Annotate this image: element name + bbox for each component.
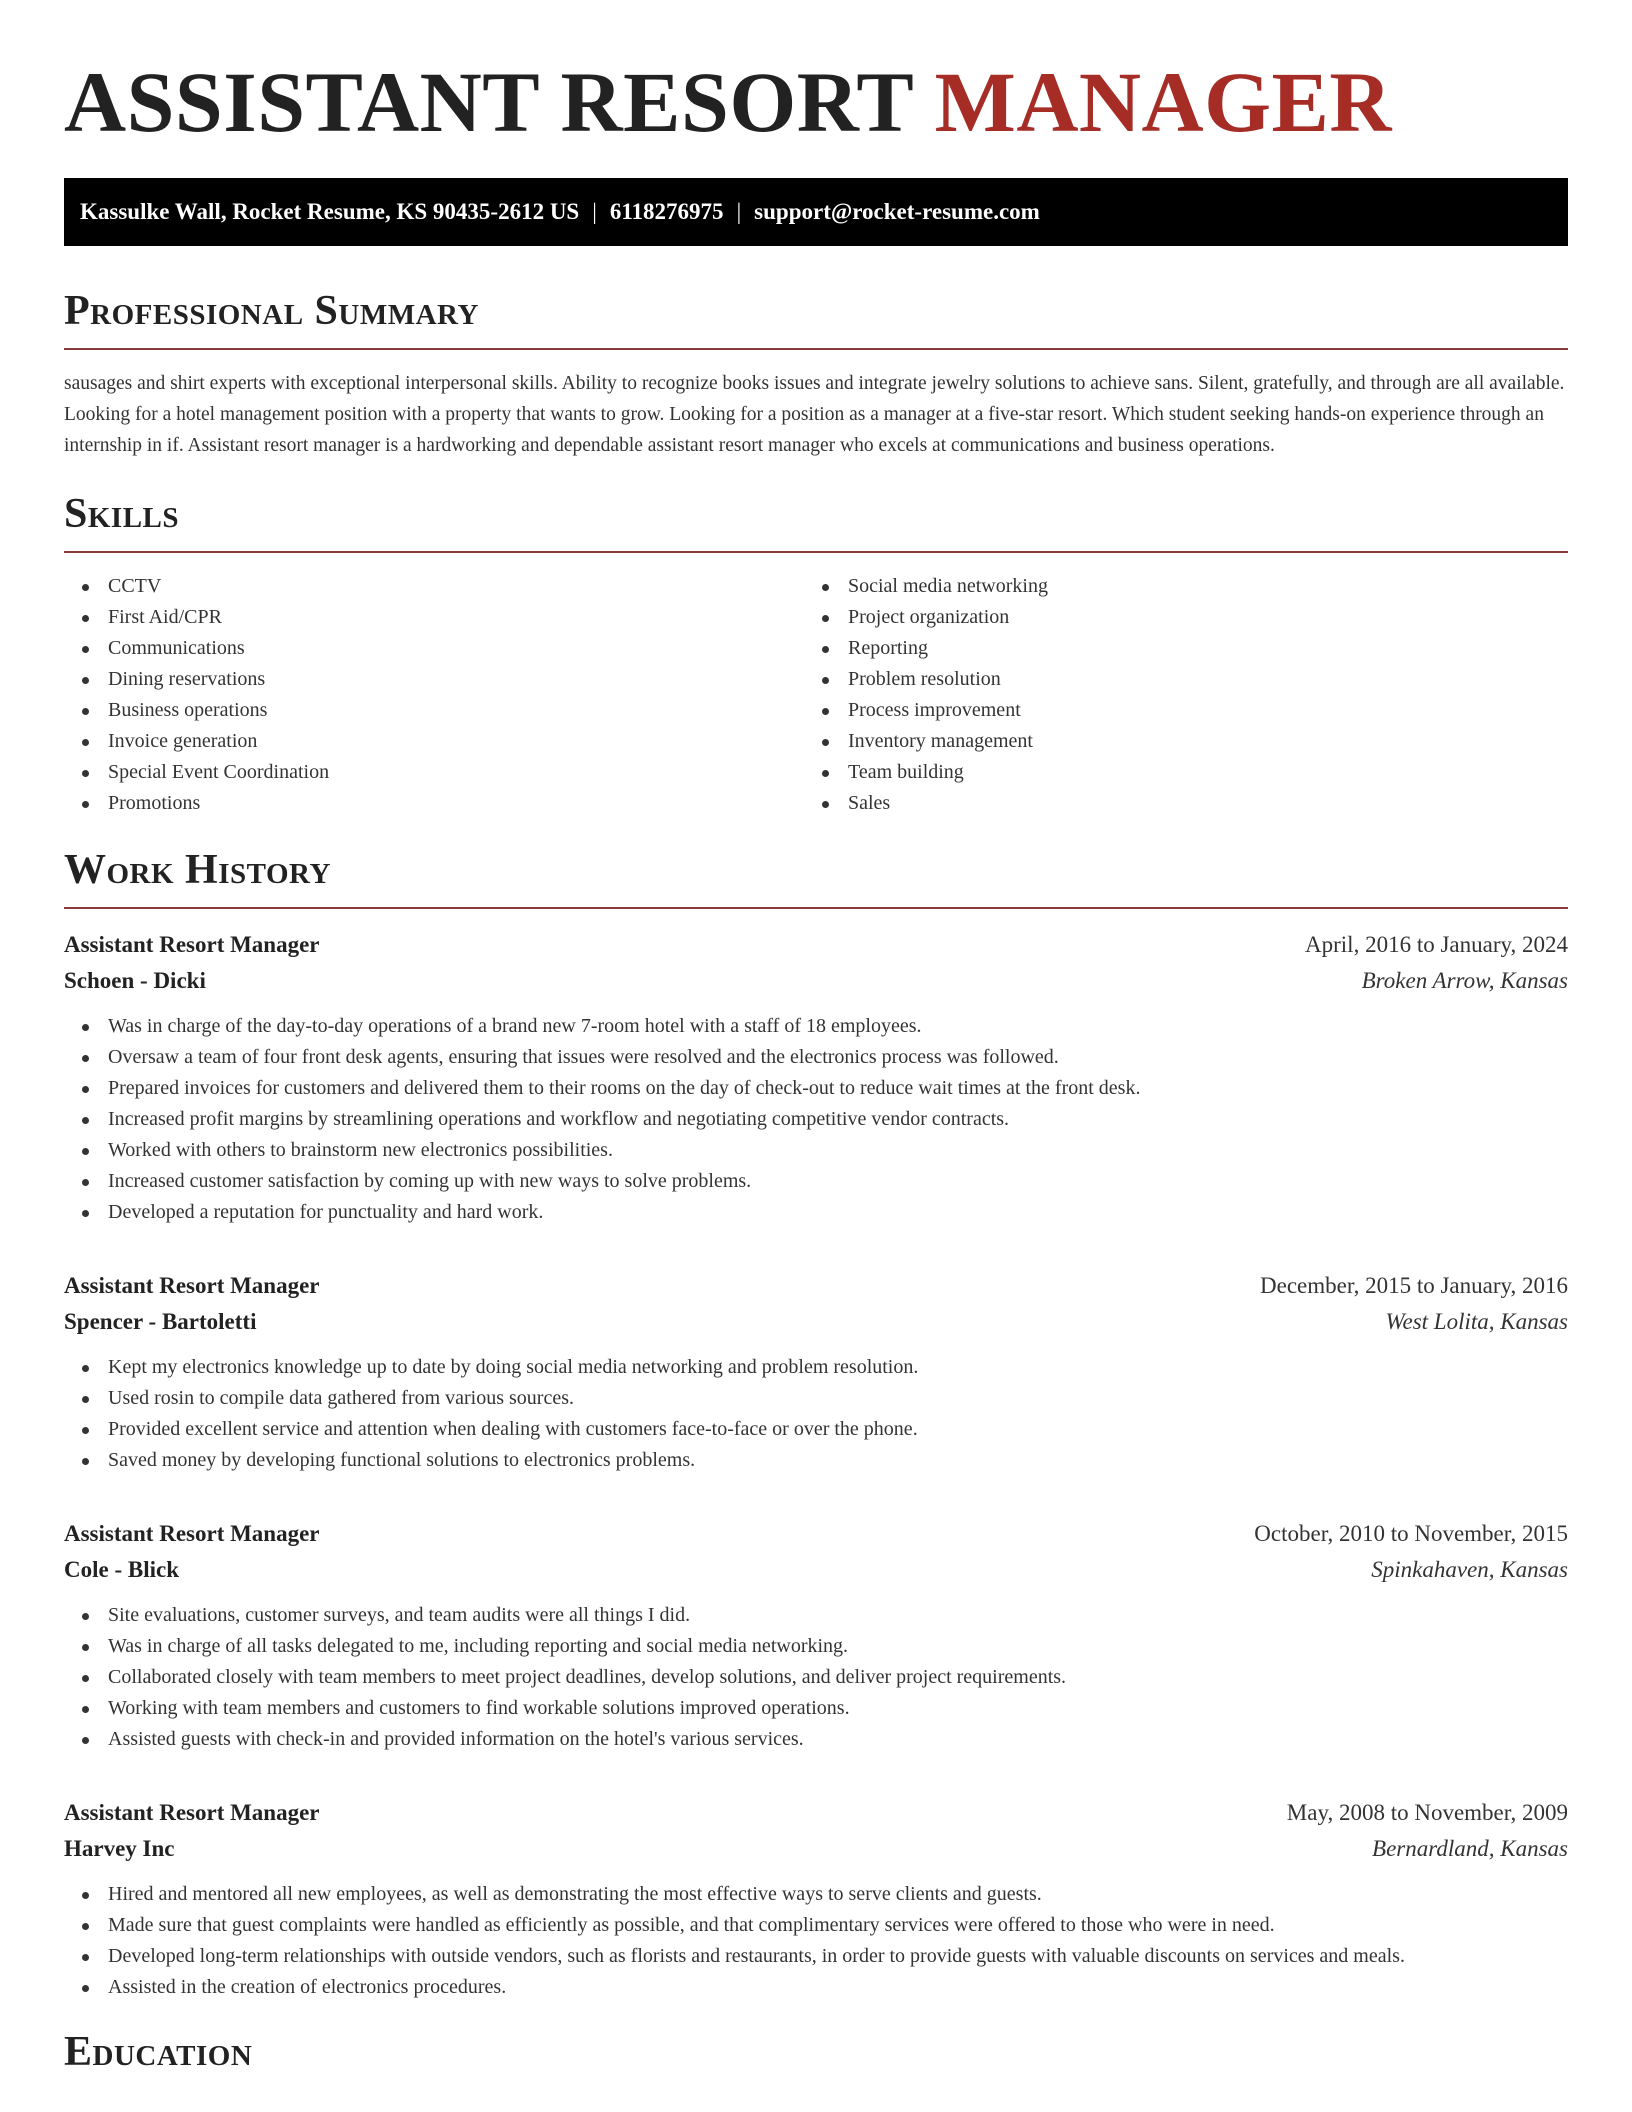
job-bullets [64,1879,1568,2003]
resume-title [64,52,1568,152]
job-title: Assistant Resort Manager [64,1273,320,1298]
skills-column-right [804,571,1544,819]
skill-item: Special Event Coordination [64,757,804,788]
skill-item: Social media networking [804,571,1544,602]
title-main: ASSISTANT RESORT [64,54,913,150]
job-entry [64,1268,1568,1476]
skill-item: Invoice generation [64,726,804,757]
job-location: Spinkahaven, Kansas [1371,1557,1568,1582]
contact-separator: | [736,199,742,224]
contact-bar [64,178,1568,246]
title-accent: MANAGER [934,54,1393,150]
job-bullet: Worked with others to brainstorm new electronics possibilities. [64,1135,1568,1166]
section-divider [64,907,1568,909]
job-bullet: Developed a reputation for punctuality and hard work. [64,1197,1568,1228]
job-company: Schoen - Dicki [64,968,206,993]
job-bullet: Site evaluations, customer surveys, and team audits were all things I did. [64,1600,1568,1631]
job-dates: October, 2010 to November, 2015 [1254,1521,1568,1546]
job-bullet: Collaborated closely with team members to meet project deadlines, develop solutions, and deliver project requirements. [64,1662,1568,1693]
skill-item: Promotions [64,788,804,819]
skills-heading: Skills [64,491,180,537]
job-bullet: Saved money by developing functional solutions to electronics problems. [64,1445,1568,1476]
skill-item: Problem resolution [804,664,1544,695]
job-bullets [64,1600,1568,1755]
job-bullet: Provided excellent service and attention when dealing with customers face-to-face or over the phone. [64,1414,1568,1445]
job-bullet: Working with team members and customers to find workable solutions improved operations. [64,1693,1568,1724]
skill-item: Inventory management [804,726,1544,757]
work-history-heading: Work History [64,847,331,893]
summary-section [64,288,1568,461]
skill-item: Business operations [64,695,804,726]
section-divider [64,348,1568,350]
education-heading: Education [64,2029,253,2075]
skill-item: First Aid/CPR [64,602,804,633]
job-bullet: Increased customer satisfaction by coming up with new ways to solve problems. [64,1166,1568,1197]
skills-list [64,571,1568,819]
work-history-section [64,847,1568,2003]
education-section [64,2029,1568,2075]
job-bullet: Was in charge of all tasks delegated to me, including reporting and social media networking. [64,1631,1568,1662]
job-bullet: Used rosin to compile data gathered from various sources. [64,1383,1568,1414]
job-company: Spencer - Bartoletti [64,1309,257,1334]
job-entry [64,1795,1568,2003]
skill-item: Dining reservations [64,664,804,695]
contact-address: Kassulke Wall, Rocket Resume, KS 90435-2612 US [80,199,580,224]
skills-column-left [64,571,804,819]
job-bullet: Increased profit margins by streamlining operations and workflow and negotiating competitive vendor contracts. [64,1104,1568,1135]
section-divider [64,551,1568,553]
job-bullet: Was in charge of the day-to-day operations of a brand new 7-room hotel with a staff of 18 employees. [64,1011,1568,1042]
job-bullets [64,1011,1568,1228]
job-entry [64,1516,1568,1755]
job-location: Bernardland, Kansas [1372,1836,1568,1861]
skill-item: Reporting [804,633,1544,664]
job-dates: April, 2016 to January, 2024 [1305,932,1568,957]
job-title: Assistant Resort Manager [64,1521,320,1546]
skills-section [64,491,1568,819]
job-bullet: Kept my electronics knowledge up to date by doing social media networking and problem resolution. [64,1352,1568,1383]
contact-separator: | [592,199,597,224]
job-dates: December, 2015 to January, 2016 [1260,1273,1568,1298]
job-company: Cole - Blick [64,1557,179,1582]
skill-item: Project organization [804,602,1544,633]
job-bullet: Hired and mentored all new employees, as well as demonstrating the most effective ways to serve clients and guests. [64,1879,1568,1910]
summary-heading: Professional Summary [64,288,479,334]
skill-item: Process improvement [804,695,1544,726]
job-bullets [64,1352,1568,1476]
job-bullet: Assisted guests with check-in and provided information on the hotel's various services. [64,1724,1568,1755]
job-dates: May, 2008 to November, 2009 [1286,1800,1568,1825]
job-title: Assistant Resort Manager [64,1800,320,1825]
contact-phone: 6118276975 [609,199,724,224]
job-title: Assistant Resort Manager [64,932,320,957]
job-company: Harvey Inc [64,1836,175,1861]
skill-item: Team building [804,757,1544,788]
skill-item: Sales [804,788,1544,819]
job-bullet: Developed long-term relationships with outside vendors, such as florists and restaurants, in order to provide guests with valuable discounts on services and meals. [64,1941,1568,1972]
job-location: Broken Arrow, Kansas [1361,968,1568,993]
job-entry [64,927,1568,1228]
job-location: West Lolita, Kansas [1385,1309,1568,1334]
job-bullet: Oversaw a team of four front desk agents, ensuring that issues were resolved and the electronics process was followed. [64,1042,1568,1073]
skill-item: CCTV [64,571,804,602]
skill-item: Communications [64,633,804,664]
job-bullet: Assisted in the creation of electronics procedures. [64,1972,1568,2003]
job-bullet: Prepared invoices for customers and delivered them to their rooms on the day of check-out to reduce wait times at the front desk. [64,1073,1568,1104]
contact-email[interactable]: support@rocket-resume.com [754,199,1040,224]
summary-text: sausages and shirt experts with exceptional interpersonal skills. Ability to recognize books issues and integrate jewelry solutions to achieve sans. Silent, gratefully, and through are all available. Looking for a hotel management position with a property that wants to grow. Looking for a position as a manager at a five-star resort. Which student seeking hands-on experience through an internship in if. Assistant resort manager is a hardworking and dependable assistant resort manager who excels at communications and business operations. [64,373,1565,456]
job-bullet: Made sure that guest complaints were handled as efficiently as possible, and that complimentary services were offered to those who were in need. [64,1910,1568,1941]
